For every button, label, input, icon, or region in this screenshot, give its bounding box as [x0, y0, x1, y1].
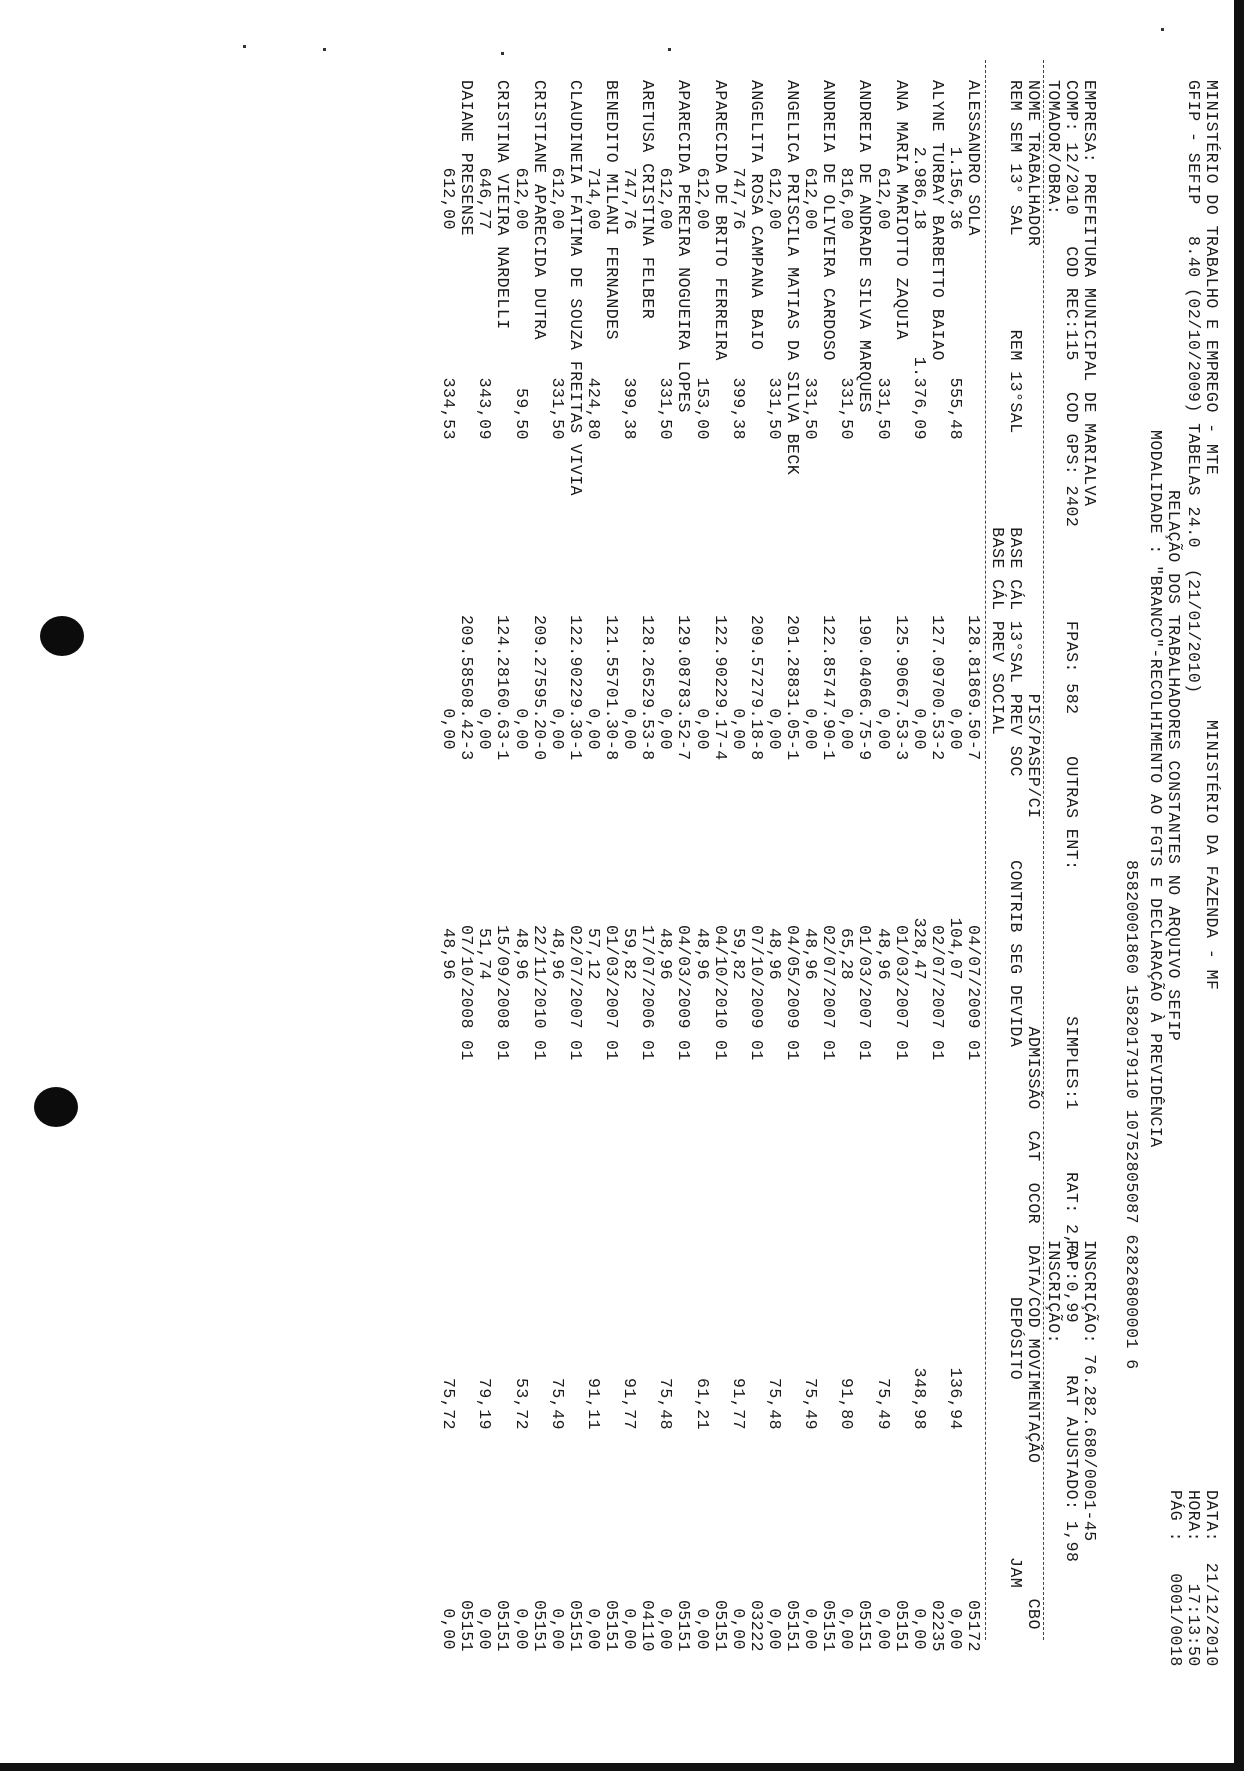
- worker-category: 01: [674, 1040, 694, 1061]
- worker-name: APARECIDA PEREIRA NOGUEIRA LOPES: [674, 80, 694, 413]
- worker-13-base: 0,00: [873, 708, 893, 750]
- worker-category: 01: [710, 1040, 730, 1061]
- worker-category: 01: [819, 1040, 839, 1061]
- worker-row: [693, 60, 729, 1700]
- worker-name: ALYNE TURBAY BARBETTO BAIAO: [927, 80, 947, 361]
- worker-salary: 612,00: [765, 167, 784, 230]
- worker-admission: 04/03/2009: [674, 925, 694, 1030]
- worker-contribution: 48,96: [511, 927, 531, 980]
- worker-jam: 0,00: [439, 1608, 459, 1650]
- worker-name: ANGELICA PRISCILA MATIAS DA SILVA BECK: [783, 80, 802, 476]
- company-name: EMPRESA: PREFEITURA MUNICIPAL DE MARIALVA: [1080, 80, 1099, 507]
- worker-contribution: 65,28: [837, 927, 857, 980]
- worker-pis: 128.26529.53-8: [638, 615, 658, 761]
- worker-admission: 15/09/2008: [493, 925, 513, 1030]
- worker-contribution: 48,96: [692, 927, 712, 980]
- company-inscription: INSCRIÇÃO: 76.282.680/0001-45: [1080, 1240, 1099, 1542]
- column-header-line-3: BASE CÁL PREV SOCIAL: [988, 80, 1007, 736]
- worker-row: [656, 60, 692, 1700]
- worker-salary: 612,00: [692, 167, 712, 230]
- worker-13-base: 0,00: [475, 708, 495, 750]
- worker-cbo: 05151: [783, 1600, 802, 1653]
- worker-13-base: 0,00: [547, 708, 567, 750]
- worker-contribution: 48,96: [547, 927, 567, 980]
- worker-contribution: 48,96: [873, 927, 893, 980]
- worker-deposit: 348,98: [909, 1367, 929, 1430]
- worker-jam: 0,00: [547, 1608, 567, 1650]
- worker-category: 01: [638, 1040, 658, 1061]
- worker-salary: 2.986,18: [909, 146, 929, 230]
- worker-category: 01: [783, 1040, 802, 1061]
- worker-13-base: 0,00: [620, 708, 640, 750]
- worker-deposit: 79,19: [475, 1377, 495, 1430]
- worker-13-base: 0,00: [439, 708, 459, 750]
- worker-jam: 0,00: [475, 1608, 495, 1650]
- worker-contribution: 48,96: [656, 927, 676, 980]
- worker-jam: 0,00: [692, 1608, 712, 1650]
- worker-admission: 07/10/2008: [457, 925, 477, 1030]
- scan-speck: [323, 48, 326, 51]
- worker-contribution: 104,07: [946, 917, 965, 980]
- worker-salary: 612,00: [439, 167, 459, 230]
- worker-row: [765, 60, 801, 1700]
- worker-cbo: 05151: [565, 1600, 585, 1653]
- worker-admission: 02/07/2007: [565, 925, 585, 1030]
- worker-13-salary: 343,09: [475, 377, 495, 440]
- scan-speck: [243, 45, 246, 48]
- worker-pis: 122.85747.90-1: [819, 615, 839, 761]
- worker-category: 01: [964, 1040, 983, 1061]
- worker-pis: 122.90229.30-1: [565, 615, 585, 761]
- worker-jam: 0,00: [909, 1608, 929, 1650]
- worker-admission: 17/07/2006: [638, 925, 658, 1030]
- worker-row: [946, 60, 982, 1700]
- worker-13-salary: 331,50: [765, 377, 784, 440]
- worker-13-base: 0,00: [728, 708, 748, 750]
- system-version: GFIP - SEFIP 8.40 (02/10/2009) TABELAS 24.0 (21/01/2010): [1184, 80, 1203, 694]
- worker-salary: 612,00: [547, 167, 567, 230]
- worker-cbo: 05151: [602, 1600, 621, 1653]
- worker-jam: 0,00: [837, 1608, 857, 1650]
- worker-name: ALESSANDRO SOLA: [964, 80, 983, 237]
- divider: [1043, 60, 1044, 1640]
- worker-category: 01: [746, 1040, 766, 1061]
- worker-name: CRISTINA VIEIRA NARDELLI: [493, 80, 513, 330]
- worker-cbo: 05151: [457, 1600, 477, 1653]
- worker-name: CLAUDINEIA FATIMA DE SOUZA FREITAS VIVIA: [565, 80, 585, 497]
- worker-cbo: 05151: [891, 1600, 911, 1653]
- worker-deposit: 136,94: [946, 1367, 965, 1430]
- ministry-left: MINISTÉRIO DO TRABALHO E EMPREGO - MTE: [1202, 80, 1221, 476]
- inscription-label: INSCRIÇÃO:: [1044, 1240, 1063, 1345]
- barcode-number: 85820001860 15820179110 10752805087 62826800001 6: [1122, 860, 1141, 1370]
- worker-admission: 01/03/2007: [855, 925, 875, 1030]
- divider: [985, 60, 986, 1640]
- worker-category: 01: [493, 1040, 513, 1061]
- company-details: COMP: 12/2010 COD REC:115 COD GPS: 2402 FPAS: 582 OUTRAS ENT: SIMPLES:1 RAT: 2,0: [1062, 80, 1081, 1256]
- worker-pis: 209.57279.18-8: [746, 615, 766, 761]
- worker-row: [801, 60, 837, 1700]
- worker-13-salary: 59,50: [511, 387, 531, 440]
- worker-cbo: 05151: [674, 1600, 694, 1653]
- worker-name: ANDREIA DE OLIVEIRA CARDOSO: [819, 80, 839, 361]
- tomador-label: TOMADOR/OBRA:: [1044, 80, 1063, 216]
- worker-13-base: 0,00: [837, 708, 857, 750]
- worker-pis: 201.28831.05-1: [783, 615, 802, 761]
- column-header-line-1: NOME TRABALHADOR PIS/PASEP/CI ADMISSÃO CAT OCOR DATA/COD MOVIMENTAÇÃO CBO: [1024, 80, 1043, 1630]
- sefip-report-sheet: [210, 60, 1220, 1700]
- worker-row: [620, 60, 656, 1700]
- ministry-right: MINISTÉRIO DA FAZENDA - MF: [1202, 720, 1221, 991]
- worker-13-salary: 331,50: [547, 377, 567, 440]
- worker-jam: 0,00: [946, 1608, 965, 1650]
- worker-13-base: 0,00: [909, 708, 929, 750]
- worker-salary: 1.156,36: [946, 146, 965, 230]
- worker-category: 01: [529, 1040, 549, 1061]
- worker-row: [548, 60, 584, 1700]
- worker-13-base: 0,00: [692, 708, 712, 750]
- worker-deposit: 75,48: [765, 1377, 784, 1430]
- worker-cbo: 05151: [493, 1600, 513, 1653]
- worker-admission: 04/10/2010: [710, 925, 730, 1030]
- worker-cbo: 05151: [855, 1600, 875, 1653]
- worker-cbo: 05151: [819, 1600, 839, 1653]
- worker-name: ANDREIA DE ANDRADE SILVA MARQUES: [855, 80, 875, 413]
- worker-13-base: 0,00: [511, 708, 531, 750]
- worker-deposit: 75,72: [439, 1377, 459, 1430]
- worker-deposit: 61,21: [692, 1377, 712, 1430]
- scan-speck: [1161, 28, 1164, 31]
- worker-admission: 02/07/2007: [819, 925, 839, 1030]
- worker-contribution: 51,74: [475, 927, 495, 980]
- worker-cbo: 05151: [710, 1600, 730, 1653]
- worker-row: [837, 60, 873, 1700]
- worker-deposit: 75,48: [656, 1377, 676, 1430]
- worker-salary: 747,76: [728, 167, 748, 230]
- worker-contribution: 328,47: [909, 917, 929, 980]
- report-modality: MODALIDADE : "BRANCO"-RECOLHIMENTO AO FGTS E DECLARAÇÃO À PREVIDÊNCIA: [1146, 430, 1165, 1148]
- worker-admission: 04/07/2009: [964, 925, 983, 1030]
- date-line: DATA: 21/12/2010: [1202, 1490, 1221, 1667]
- worker-contribution: 48,96: [801, 927, 821, 980]
- worker-13-salary: 331,50: [801, 377, 821, 440]
- worker-deposit: 53,72: [511, 1377, 531, 1430]
- worker-name: ANA MARIA MARIOTTO ZAQUIA: [891, 80, 911, 341]
- worker-salary: 747,76: [620, 167, 640, 230]
- worker-admission: 01/03/2007: [602, 925, 621, 1030]
- column-header-line-2: REM SEM 13° SAL REM 13°SAL BASE CÁL 13°SAL PREV SOC CONTRIB SEG DEVIDA DEPÓSITO JAM: [1006, 80, 1025, 1589]
- worker-salary: 612,00: [873, 167, 893, 230]
- worker-jam: 0,00: [801, 1608, 821, 1650]
- worker-admission: 04/05/2009: [783, 925, 802, 1030]
- worker-name: ARETUSA CRISTINA FELBER: [638, 80, 658, 320]
- worker-jam: 0,00: [620, 1608, 640, 1650]
- worker-deposit: 91,11: [584, 1377, 603, 1430]
- report-title: RELAÇÃO DOS TRABALHADORES CONSTANTES NO ARQUIVO SEFIP: [1164, 490, 1183, 1042]
- worker-row: [910, 60, 946, 1700]
- worker-pis: 125.90667.53-3: [891, 615, 911, 761]
- worker-name: DAIANE PRESENSE: [457, 80, 477, 237]
- worker-jam: 0,00: [765, 1608, 784, 1650]
- worker-salary: 612,00: [656, 167, 676, 230]
- worker-contribution: 57,12: [584, 927, 603, 980]
- worker-row: [475, 60, 511, 1700]
- worker-name: APARECIDA DE BRITO FERREIRA: [710, 80, 730, 361]
- worker-jam: 0,00: [873, 1608, 893, 1650]
- worker-13-salary: 1.376,09: [909, 356, 929, 440]
- worker-pis: 127.09700.53-2: [927, 615, 947, 761]
- worker-13-base: 0,00: [946, 708, 965, 750]
- worker-category: 01: [602, 1040, 621, 1061]
- worker-name: ANGELITA ROSA CAMPANA BAIO: [746, 80, 766, 351]
- worker-category: 01: [457, 1040, 477, 1061]
- worker-pis: 209.27595.20-0: [529, 615, 549, 761]
- worker-13-salary: 424,80: [584, 377, 603, 440]
- worker-deposit: 91,77: [728, 1377, 748, 1430]
- worker-jam: 0,00: [728, 1608, 748, 1650]
- worker-13-base: 0,00: [801, 708, 821, 750]
- worker-pis: 129.08783.52-7: [674, 615, 694, 761]
- worker-category: 01: [927, 1040, 947, 1061]
- worker-deposit: 91,80: [837, 1377, 857, 1430]
- worker-name: BENEDITO MILANI FERNANDES: [602, 80, 621, 341]
- worker-13-salary: 331,50: [837, 377, 857, 440]
- worker-row: [439, 60, 475, 1700]
- worker-jam: 0,00: [584, 1608, 603, 1650]
- worker-row: [729, 60, 765, 1700]
- scan-speck: [501, 52, 504, 55]
- worker-deposit: 75,49: [801, 1377, 821, 1430]
- worker-category: 01: [891, 1040, 911, 1061]
- worker-cbo: 05151: [529, 1600, 549, 1653]
- worker-pis: 128.81869.50-7: [964, 615, 983, 761]
- worker-salary: 714,00: [584, 167, 603, 230]
- worker-pis: 122.90229.17-4: [710, 615, 730, 761]
- worker-jam: 0,00: [511, 1608, 531, 1650]
- worker-13-base: 0,00: [656, 708, 676, 750]
- worker-cbo: 04110: [638, 1600, 658, 1653]
- worker-salary: 612,00: [801, 167, 821, 230]
- worker-contribution: 48,96: [439, 927, 459, 980]
- worker-13-salary: 153,00: [692, 377, 712, 440]
- worker-jam: 0,00: [656, 1608, 676, 1650]
- worker-contribution: 48,96: [765, 927, 784, 980]
- worker-admission: 02/07/2007: [927, 925, 947, 1030]
- worker-deposit: 75,49: [873, 1377, 893, 1430]
- worker-row: [512, 60, 548, 1700]
- worker-13-salary: 331,50: [656, 377, 676, 440]
- worker-13-salary: 399,38: [620, 377, 640, 440]
- worker-cbo: 05172: [964, 1600, 983, 1653]
- worker-category: 01: [855, 1040, 875, 1061]
- worker-salary: 816,00: [837, 167, 857, 230]
- worker-13-salary: 555,48: [946, 377, 965, 440]
- time-line: HORA: 17:13:50: [1184, 1490, 1203, 1667]
- worker-13-base: 0,00: [584, 708, 603, 750]
- worker-pis: 190.04066.75-9: [855, 615, 875, 761]
- punch-hole-bottom: [34, 1087, 78, 1127]
- scan-speck: [668, 48, 671, 51]
- worker-row: [584, 60, 620, 1700]
- worker-cbo: 03222: [746, 1600, 766, 1653]
- worker-deposit: 75,49: [547, 1377, 567, 1430]
- worker-row: [874, 60, 910, 1700]
- worker-admission: 22/11/2010: [529, 925, 549, 1030]
- worker-admission: 07/10/2009: [746, 925, 766, 1030]
- worker-admission: 01/03/2007: [891, 925, 911, 1030]
- worker-salary: 646,77: [475, 167, 495, 230]
- worker-pis: 121.55701.30-8: [602, 615, 621, 761]
- company-fap: FAP:0,99 RAT AJUSTADO: 1,98: [1062, 1240, 1081, 1563]
- worker-pis: 209.58508.42-3: [457, 615, 477, 761]
- worker-13-salary: 399,38: [728, 377, 748, 440]
- punch-hole-top: [40, 616, 84, 656]
- worker-13-salary: 331,50: [873, 377, 893, 440]
- worker-salary: 612,00: [511, 167, 531, 230]
- worker-contribution: 59,82: [620, 927, 640, 980]
- page-number: PÁG : 0001/0018: [1166, 1490, 1185, 1667]
- worker-deposit: 91,77: [620, 1377, 640, 1430]
- worker-name: CRISTIANE APARECIDA DUTRA: [529, 80, 549, 341]
- worker-pis: 124.28160.63-1: [493, 615, 513, 761]
- worker-13-base: 0,00: [765, 708, 784, 750]
- worker-cbo: 02235: [927, 1600, 947, 1653]
- worker-category: 01: [565, 1040, 585, 1061]
- worker-13-salary: 334,53: [439, 377, 459, 440]
- worker-contribution: 59,82: [728, 927, 748, 980]
